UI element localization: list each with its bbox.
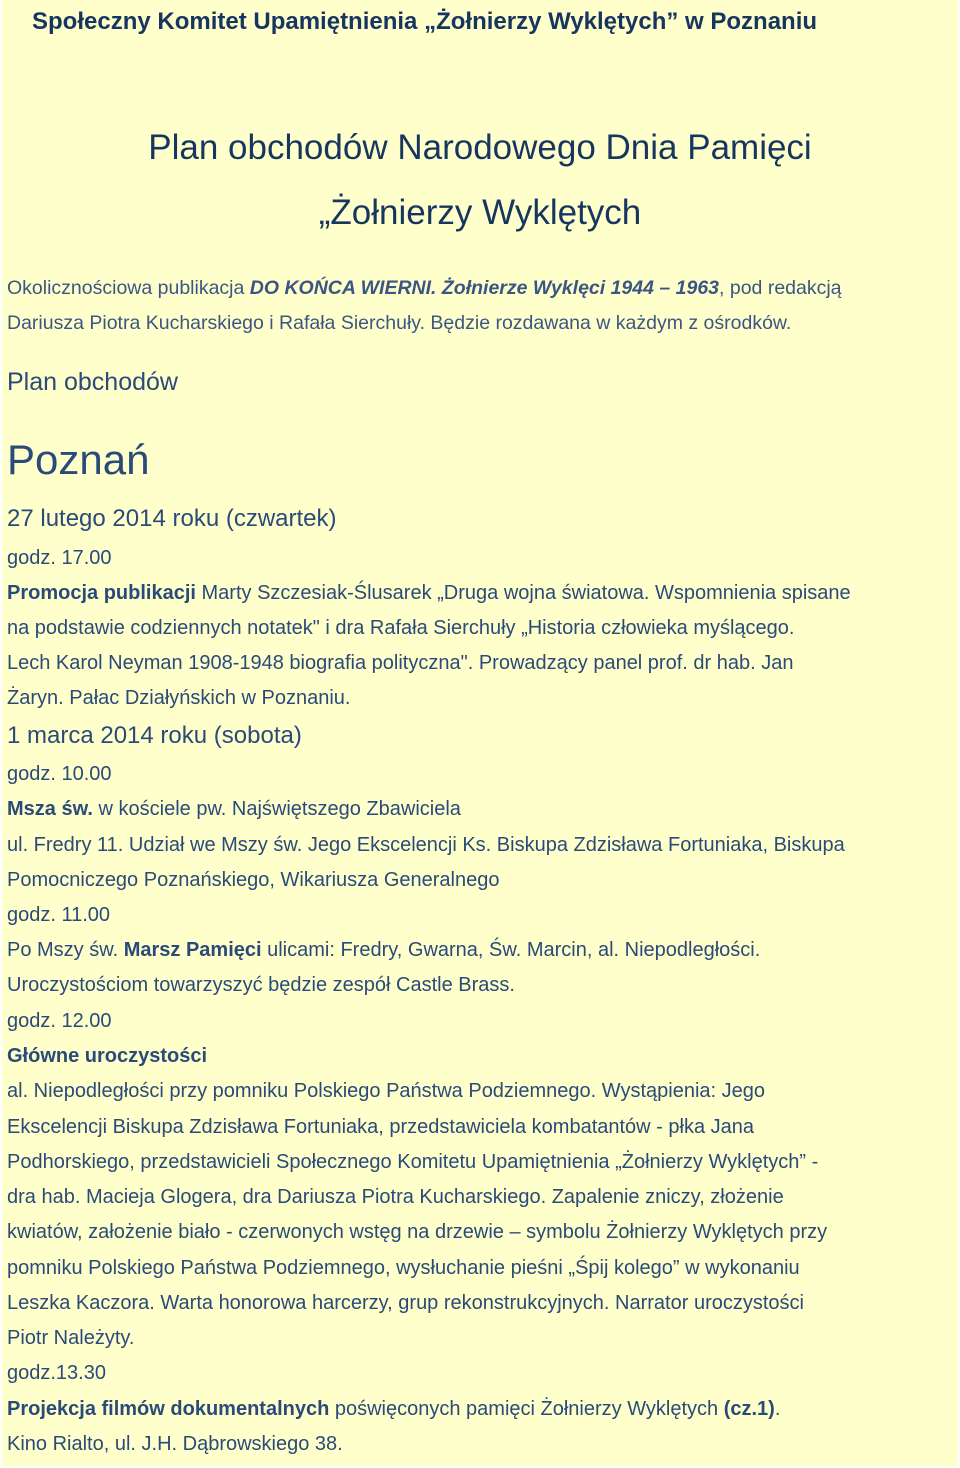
main-line: dra hab. Macieja Glogera, dra Dariusza Piotra Kucharskiego. Zapalenie zniczy, złożenie [7, 1186, 784, 1208]
mass-line-2: ul. Fredry 11. Udział we Mszy św. Jego Ekscelencji Ks. Biskupa Zdzisława Fortuniaka, Biskupa [7, 834, 845, 856]
event-text: Po Mszy św. [7, 939, 124, 961]
intro-line-2: Dariusza Piotra Kucharskiego i Rafała Sierchuły. Będzie rozdawana w każdym z ośrodków. [7, 312, 792, 334]
mass-line-1 [7, 798, 461, 821]
publication-title: DO KOŃCA WIERNI. Żołnierze Wyklęci 1944 – 1963 [249, 277, 720, 299]
event-title: Marsz Pamięci [123, 939, 262, 961]
main-line: al. Niepodległości przy pomniku Polskiego Państwa Podziemnego. Wystąpienia: Jego [7, 1080, 766, 1102]
time-film: godz.13.30 [7, 1362, 106, 1384]
intro-text: Okolicznościowa publikacja [7, 277, 250, 299]
event-text: . [774, 1398, 781, 1420]
day1-line-3: Lech Karol Neyman 1908-1948 biografia polityczna". Prowadzący panel prof. dr hab. Jan [7, 652, 794, 674]
main-line: Ekscelencji Biskupa Zdzisława Fortuniaka, przedstawiciela kombatantów - płka Jana [7, 1116, 755, 1138]
plan-heading: Plan obchodów [7, 368, 178, 396]
march-line-1 [7, 939, 760, 962]
time-mass: godz. 10.00 [7, 763, 112, 785]
event-text: ulicami: Fredry, Gwarna, Św. Marcin, al. Niepodległości. [261, 939, 761, 961]
main-line: Leszka Kaczora. Warta honorowa harcerzy, grup rekonstrukcyjnych. Narrator uroczystości [7, 1292, 804, 1314]
page-title-line2: „Żołnierzy Wyklętych [318, 193, 642, 232]
day1-line-4: Żaryn. Pałac Działyńskich w Poznaniu. [7, 687, 351, 709]
time-day1: godz. 17.00 [7, 547, 112, 569]
main-line: Piotr Należyty. [7, 1327, 135, 1349]
main-line: pomniku Polskiego Państwa Podziemnego, wysłuchanie pieśni „Śpij kolego” w wykonaniu [7, 1257, 800, 1279]
mass-line-3: Pomocniczego Poznańskiego, Wikariusza Generalnego [7, 869, 500, 891]
intro-line-1 [7, 277, 842, 300]
committee-header: Społeczny Komitet Upamiętnienia „Żołnierzy Wyklętych” w Poznaniu [32, 8, 818, 35]
day1-line-2: na podstawie codziennych notatek" i dra Rafała Sierchuły „Historia człowieka myślącego. [7, 617, 795, 639]
page-title-line1: Plan obchodów Narodowego Dnia Pamięci [148, 128, 812, 167]
march-line-2: Uroczystościom towarzyszyć będzie zespół Castle Brass. [7, 974, 515, 996]
main-line: kwiatów, założenie biało - czerwonych wstęg na drzewie – symbolu Żołnierzy Wyklętych przy [7, 1221, 828, 1243]
date-day2: 1 marca 2014 roku (sobota) [7, 722, 302, 749]
film-line-1 [7, 1398, 780, 1421]
day1-line-1 [7, 582, 851, 605]
main-ceremony-heading [7, 1045, 207, 1068]
event-title: Główne uroczystości [7, 1045, 208, 1067]
event-title: Msza św. [7, 798, 93, 820]
event-title: Promocja publikacji [7, 582, 196, 604]
event-title: Projekcja filmów dokumentalnych [7, 1398, 330, 1420]
date-day1: 27 lutego 2014 roku (czwartek) [7, 505, 337, 532]
time-main: godz. 12.00 [7, 1010, 112, 1032]
document-page [2, 0, 958, 1466]
film-line-2: Kino Rialto, ul. J.H. Dąbrowskiego 38. [7, 1433, 343, 1455]
intro-text: , pod redakcją [719, 277, 842, 299]
time-march: godz. 11.00 [7, 904, 111, 926]
event-text: w kościele pw. Najświętszego Zbawiciela [92, 798, 461, 820]
event-text: Marty Szczesiak-Ślusarek „Druga wojna światowa. Wspomnienia spisane [195, 582, 851, 604]
city-heading: Poznań [7, 436, 150, 483]
main-line: Podhorskiego, przedstawicieli Społecznego Komitetu Upamiętnienia „Żołnierzy Wyklętych” - [7, 1151, 819, 1173]
film-part: (cz.1) [723, 1398, 775, 1420]
event-text: poświęconych pamięci Żołnierzy Wyklętych [329, 1398, 724, 1420]
